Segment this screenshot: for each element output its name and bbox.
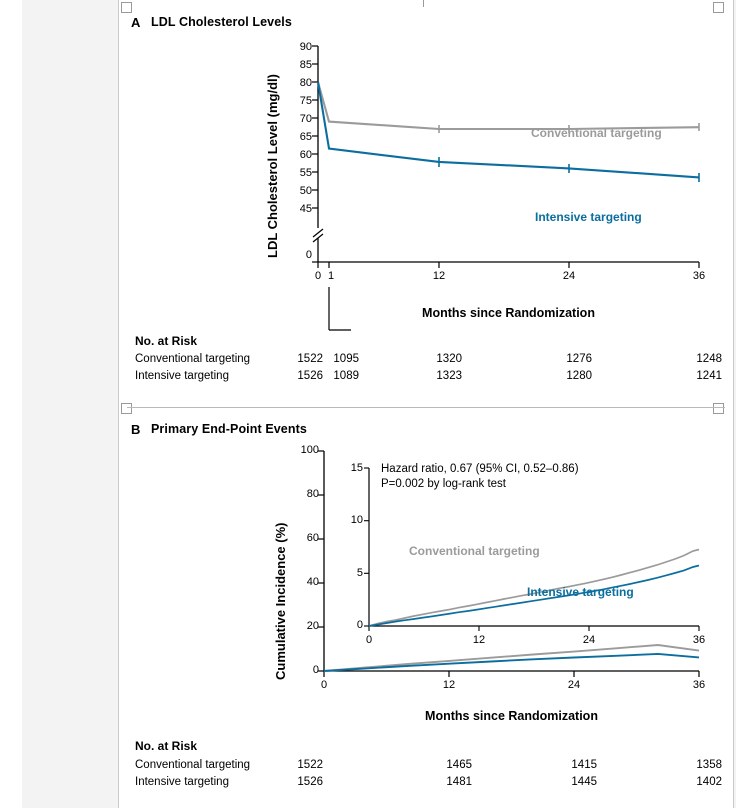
panel-a-label-intensive: Intensive targeting xyxy=(535,210,642,224)
panel-a-xtick-1: 1 xyxy=(327,270,335,282)
panel-b-inset-label-intensive: Intensive targeting xyxy=(527,585,634,599)
panel-b-letter: B xyxy=(131,422,141,437)
page-edge-white xyxy=(0,0,22,808)
panel-b-title: Primary End-Point Events xyxy=(151,422,307,436)
panel-a-ytick-75: 75 xyxy=(299,95,312,107)
panel-a-x-axis-title: Months since Randomization xyxy=(422,306,595,320)
panel-a-risk-row1-v2: 1320 xyxy=(436,353,462,365)
panel-b-inset-hazard-ratio: Hazard ratio, 0.67 (95% CI, 0.52–0.86) xyxy=(381,463,579,475)
panel-a-y-axis-title: LDL Cholesterol Level (mg/dl) xyxy=(265,74,280,258)
panel-a-ytick-70: 70 xyxy=(299,113,312,125)
panel-b-risk-row1-v1: 1465 xyxy=(446,759,472,771)
figure-sheet xyxy=(118,0,734,808)
panel-a-risk-row2-v3: 1280 xyxy=(566,370,592,382)
panel-a-risk-row1-v0: 1522 xyxy=(297,353,323,365)
panel-b-risk-row2-v3: 1402 xyxy=(696,776,722,788)
panel-a-risk-row2-v0: 1526 xyxy=(297,370,323,382)
panel-b-risk-row1-v0: 1522 xyxy=(297,759,323,771)
panel-b-risk-row1-name: Conventional targeting xyxy=(135,759,251,771)
panel-a-plot xyxy=(119,0,733,407)
panel-b-inset-xtick-0: 0 xyxy=(365,634,373,646)
panel-b-xtick-12: 12 xyxy=(442,679,456,691)
panel-b-risk-row2-v0: 1526 xyxy=(297,776,323,788)
panel-a-ytick-65: 65 xyxy=(299,131,312,143)
panel-b-inset-ytick-10: 10 xyxy=(350,514,363,526)
panel-b-risk-row2-v2: 1445 xyxy=(571,776,597,788)
panel-a-risk-title: No. at Risk xyxy=(135,334,198,348)
panel-b xyxy=(119,408,733,808)
panel-a-ytick-80: 80 xyxy=(299,77,312,89)
panel-b-xtick-24: 24 xyxy=(567,679,581,691)
panel-a-risk-row2-name: Intensive targeting xyxy=(135,370,229,382)
panel-a-risk-row2-v2: 1323 xyxy=(436,370,462,382)
panel-b-xtick-36: 36 xyxy=(692,679,706,691)
panel-a-risk-row1-v1: 1095 xyxy=(333,353,359,365)
panel-a-risk-row1-name: Conventional targeting xyxy=(135,353,251,365)
page-left-gutter xyxy=(0,0,118,808)
panel-a-ytick-0: 0 xyxy=(305,249,312,261)
panel-b-ytick-100: 100 xyxy=(300,444,319,456)
panel-b-inset-ytick-5: 5 xyxy=(356,567,363,579)
panel-a-risk-row2-v4: 1241 xyxy=(696,370,722,382)
panel-a-ytick-60: 60 xyxy=(299,149,312,161)
panel-b-inset-xtick-12: 12 xyxy=(472,634,486,646)
panel-a-xtick-36: 36 xyxy=(692,270,706,282)
panel-b-inset-ytick-15: 15 xyxy=(350,462,363,474)
panel-b-ytick-0: 0 xyxy=(312,664,319,676)
panel-b-risk-row1-v3: 1358 xyxy=(696,759,722,771)
panel-a-ytick-45: 45 xyxy=(299,203,312,215)
panel-a-xtick-0: 0 xyxy=(314,270,322,282)
panel-b-inset-label-conventional: Conventional targeting xyxy=(409,544,540,558)
panel-b-ytick-60: 60 xyxy=(306,532,319,544)
panel-b-y-axis-title: Cumulative Incidence (%) xyxy=(273,522,288,680)
panel-a-ytick-50: 50 xyxy=(299,185,312,197)
panel-b-risk-row1-v2: 1415 xyxy=(571,759,597,771)
panel-b-risk-title: No. at Risk xyxy=(135,739,198,753)
panel-b-inset-ytick-0: 0 xyxy=(356,619,363,631)
panel-a-ytick-55: 55 xyxy=(299,167,312,179)
panel-b-inset-xtick-24: 24 xyxy=(582,634,596,646)
panel-a xyxy=(119,0,733,407)
panel-a-risk-row1-v3: 1276 xyxy=(566,353,592,365)
panel-a-risk-row2-v1: 1089 xyxy=(333,370,359,382)
panel-b-ytick-20: 20 xyxy=(306,620,319,632)
panel-a-risk-row1-v4: 1248 xyxy=(696,353,722,365)
panel-a-label-conventional: Conventional targeting xyxy=(531,126,662,140)
panel-b-inset-pvalue: P=0.002 by log-rank test xyxy=(381,478,506,490)
panel-b-inset-xtick-36: 36 xyxy=(692,634,706,646)
panel-a-letter: A xyxy=(131,15,141,30)
panel-a-xtick-24: 24 xyxy=(562,270,576,282)
panel-b-x-axis-title: Months since Randomization xyxy=(425,709,598,723)
panel-b-ytick-40: 40 xyxy=(306,576,319,588)
panel-b-xtick-0: 0 xyxy=(320,679,328,691)
panel-b-ytick-80: 80 xyxy=(306,488,319,500)
panel-a-ytick-90: 90 xyxy=(299,41,312,53)
panel-a-title: LDL Cholesterol Levels xyxy=(151,15,292,29)
panel-b-risk-row2-v1: 1481 xyxy=(446,776,472,788)
panel-a-ytick-85: 85 xyxy=(299,59,312,71)
panel-a-xtick-12: 12 xyxy=(432,270,446,282)
panel-b-risk-row2-name: Intensive targeting xyxy=(135,776,229,788)
